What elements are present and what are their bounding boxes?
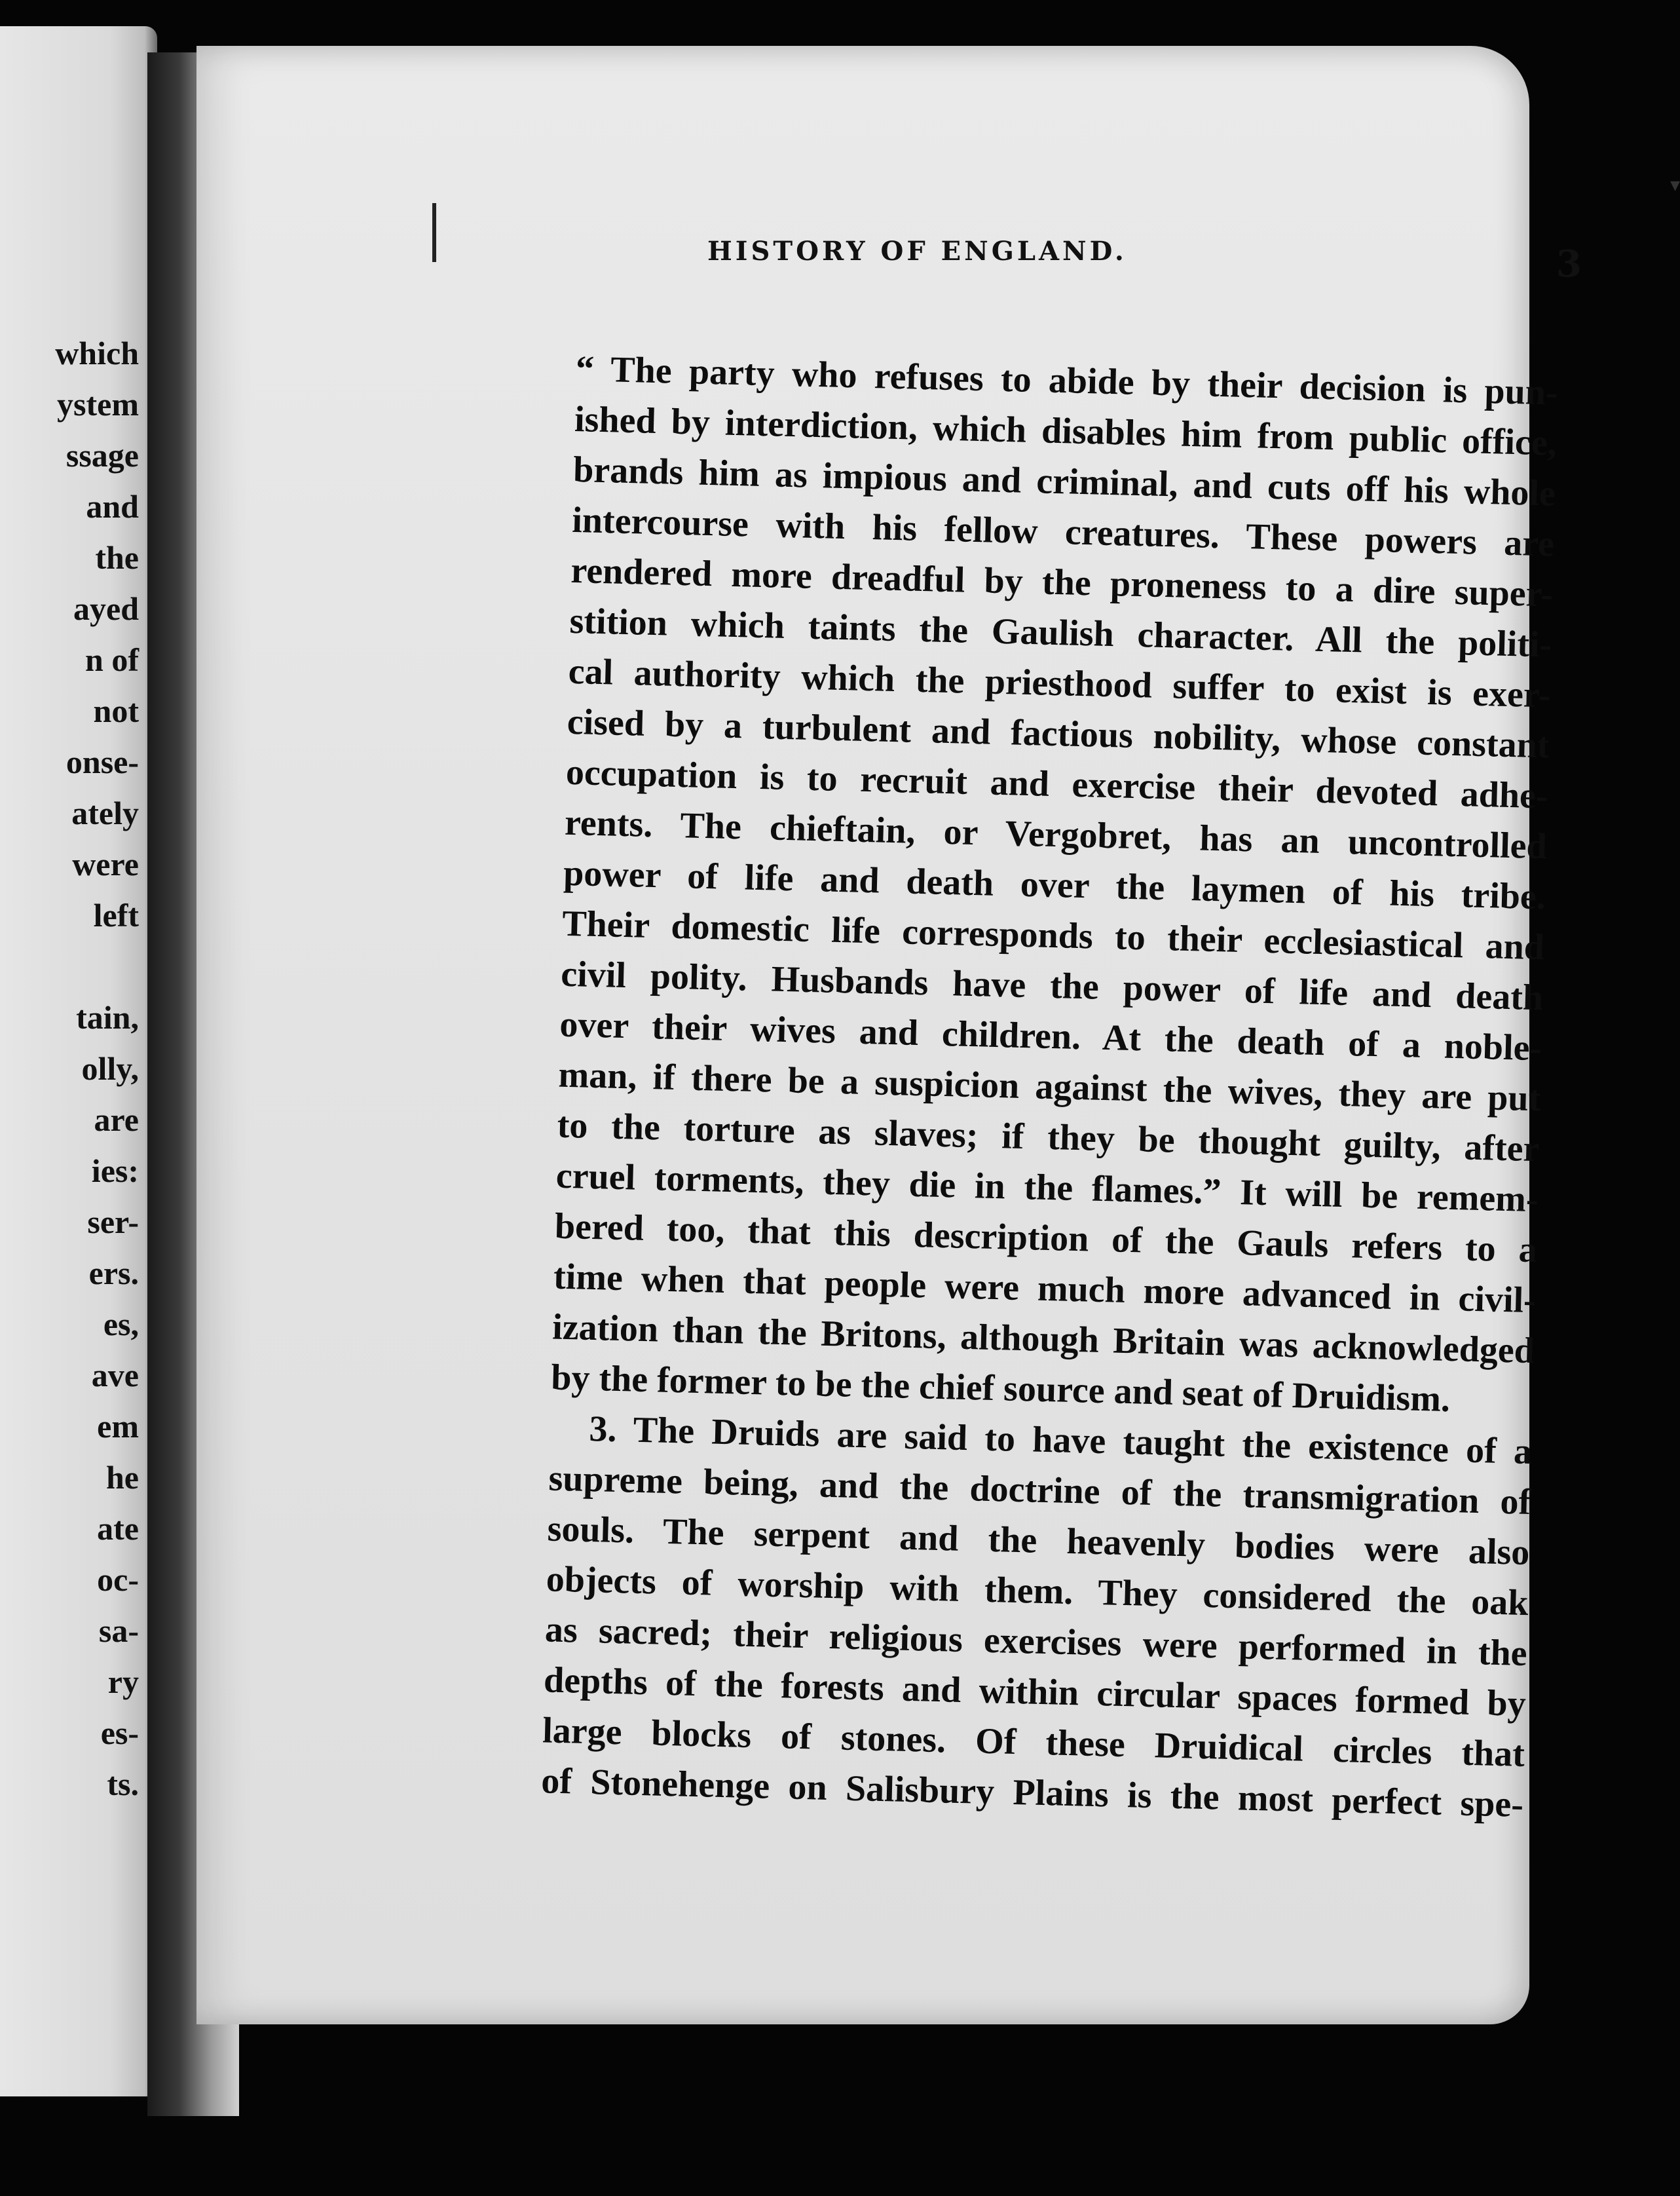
text-line: as sacred; their religious exercises were performed in the	[544, 1609, 1528, 1675]
left-fragment: ts.	[107, 1766, 139, 1802]
text-line: over their wives and children. At the death of a noble-	[559, 1004, 1542, 1069]
text-line: cruel torments, they die in the flames.” It will be remem-	[555, 1155, 1539, 1221]
left-fragment: which	[55, 335, 139, 371]
left-fragment: es-	[100, 1714, 139, 1751]
text-line: large blocks of stones. Of these Druidical circles that	[542, 1710, 1525, 1775]
left-fragment: ave	[91, 1357, 139, 1393]
left-fragment: are	[94, 1101, 139, 1138]
left-fragment: ssage	[65, 437, 139, 474]
left-fragment: es,	[103, 1306, 139, 1342]
text-line: of Stonehenge on Salisbury Plains is the most perfect spe-	[540, 1760, 1524, 1825]
left-fragment: left	[93, 897, 139, 934]
left-fragment: tain,	[76, 999, 139, 1036]
text-line: cised by a turbulent and factious nobility, whose constant	[567, 701, 1550, 767]
text-line: Their domestic life corresponds to their ecclesiastical and	[561, 903, 1545, 968]
left-fragment: ystem	[57, 386, 139, 423]
text-line: objects of worship with them. They considered the oak	[546, 1559, 1529, 1624]
left-fragment: the	[95, 539, 139, 576]
corner-mark: ▾	[1670, 174, 1680, 197]
left-fragment: onse-	[65, 744, 139, 780]
body-text	[540, 344, 1558, 1830]
left-fragment: ayed	[73, 590, 139, 627]
left-fragment: sa-	[98, 1612, 139, 1649]
left-fragment: ately	[71, 795, 139, 831]
binding-stitch	[432, 203, 436, 262]
text-line: cal authority which the priesthood suffer to exist is exer-	[568, 651, 1552, 716]
text-line: supreme being, and the doctrine of the transmigration of	[548, 1458, 1531, 1523]
left-fragment: were	[72, 846, 139, 882]
left-fragment: n of	[85, 641, 139, 678]
text-line: souls. The serpent and the heavenly bodies were also	[547, 1508, 1531, 1574]
left-fragment-gap	[1, 941, 139, 992]
text-line: depths of the forests and within circular spaces formed by	[543, 1659, 1527, 1725]
left-fragment: not	[93, 692, 139, 729]
left-fragment: oc-	[97, 1561, 139, 1598]
paragraph-start-line: 3. The Druids are said to have taught the existence of a	[588, 1408, 1533, 1473]
left-fragment: ers.	[88, 1255, 139, 1291]
left-fragment: em	[97, 1408, 139, 1445]
text-line: to the torture as slaves; if they be thought guilty, after	[557, 1105, 1540, 1170]
text-line: occupation is to recruit and exercise their devoted adhe-	[565, 751, 1549, 817]
left-fragment: and	[86, 488, 139, 525]
left-fragment: he	[106, 1459, 139, 1496]
text-line: ization than the Britons, although Britain was acknowledged	[551, 1306, 1535, 1372]
text-line: rendered more dreadful by the proneness to a dire super-	[570, 550, 1554, 615]
left-page	[0, 26, 157, 2096]
text-line: by the former to be the chief source and seat of Druidism.	[550, 1357, 1451, 1420]
left-fragment: ser-	[87, 1203, 139, 1240]
page-number: 3	[1556, 242, 1585, 286]
text-line: power of life and death over the laymen of his tribe.	[563, 852, 1546, 918]
text-line: stition which taints the Gaulish character. All the politi-	[569, 600, 1552, 666]
page-header	[707, 236, 1585, 286]
left-fragment: ies:	[91, 1152, 139, 1189]
text-line: “ The party who refuses to abide by their decision is pun-	[575, 348, 1559, 413]
left-page-text	[1, 328, 139, 1809]
left-fragment: ry	[107, 1663, 139, 1700]
text-line: time when that people were much more advanced in civil-	[553, 1256, 1537, 1321]
left-fragment: ate	[97, 1510, 139, 1547]
text-line: bered too, that this description of the Gauls refers to a	[554, 1205, 1538, 1271]
running-title: HISTORY OF ENGLAND.	[707, 236, 1127, 267]
text-line: ished by interdiction, which disables him from public office,	[574, 398, 1558, 464]
text-line: brands him as impious and criminal, and cuts off his whole	[572, 449, 1556, 514]
text-line: intercourse with his fellow creatures. These powers are	[571, 499, 1555, 565]
left-fragment: olly,	[81, 1050, 139, 1087]
text-line: civil polity. Husbands have the power of life and death	[560, 953, 1544, 1019]
text-line: rents. The chieftain, or Vergobret, has an uncontrolled	[564, 802, 1548, 867]
text-line: man, if there be a suspicion against the wives, they are put	[557, 1054, 1542, 1120]
right-page	[196, 46, 1680, 2024]
